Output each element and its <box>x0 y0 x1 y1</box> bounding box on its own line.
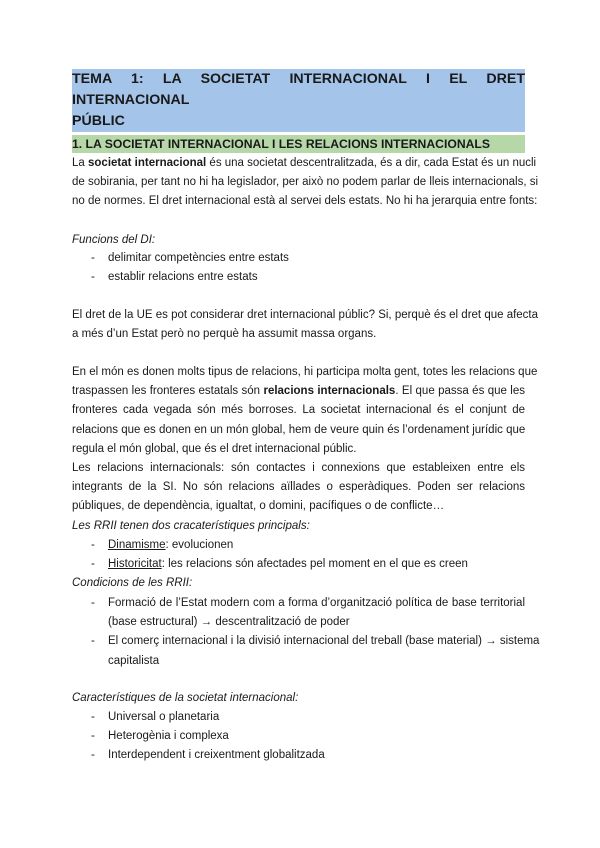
intro-line-1 <box>72 154 537 173</box>
rrii-characteristics-list <box>72 536 525 574</box>
funcions-list <box>72 249 525 287</box>
list-item <box>72 536 525 555</box>
si-characteristics-label: Característiques de la societat internacional: <box>72 692 299 704</box>
relacions-line-1: En el món es donen molts tipus de relacions, hi participa molta gent, totes les relacions que <box>72 366 538 378</box>
relacions-paragraph <box>72 363 538 517</box>
ue-line-2: a més d’un Estat però no perquè ha assumit massa organs. <box>72 328 377 341</box>
intro-pre: La <box>72 157 88 169</box>
list-item: - establir relacions entre estats <box>72 268 525 287</box>
condicions-list <box>72 594 540 671</box>
funcions-label: Funcions del DI: <box>72 234 156 246</box>
condicio-1-line-2: (base estructural) → descentralització de poder <box>108 616 350 629</box>
intro-paragraph <box>72 154 539 212</box>
list-item <box>72 555 525 574</box>
intro-line-3: no de normes. El dret internacional està al servei dels estats. No hi ha jerarquia entre fonts: <box>72 195 538 208</box>
list-item <box>72 632 540 670</box>
condicio-1-line-1: - Formació de l’Estat modern com a forma d’organització política de base territorial <box>108 597 525 609</box>
relacions-line-8: públiques, de dependència, igualtat, o domini, pacífiques o de conflicte… <box>72 500 445 513</box>
section-heading: 1. LA SOCIETAT INTERNACIONAL I LES RELACIONS INTERNACIONALS <box>72 135 525 153</box>
condicio-2-line-2: capitalista <box>108 654 160 667</box>
intro-line-1-rest: és una societat descentralitzada, és a dir, cada Estat és un nucli <box>206 157 537 169</box>
rrii-characteristics-label: Les RRII tenen dos cracaterístiques principals: <box>72 520 310 532</box>
term-dinamisme: Dinamisme <box>108 539 166 551</box>
intro-line-2: de sobirania, per tant no hi ha legislador, per això no podem parlar de lleis internacionals, si <box>72 176 539 189</box>
list-item: - Universal o planetaria <box>72 708 525 727</box>
list-item <box>72 594 525 632</box>
term-rest: : les relacions són afectades pel moment en el que es creen <box>161 558 468 571</box>
condicio-2-line-1: - El comerç internacional i la divisió internacional del treball (base material) → sistema <box>108 635 540 648</box>
list-item: - Interdependent i creixentment globalitzada <box>72 746 525 765</box>
relacions-line-2-post: . El que passa és que les <box>395 385 525 398</box>
term-historicitat: Historicitat <box>108 558 162 571</box>
relacions-line-2-pre: traspassen les fronteres estatals són <box>72 385 264 398</box>
title-line-2: PÚBLIC <box>72 111 525 132</box>
condicions-label: Condicions de les RRII: <box>72 577 193 589</box>
intro-bold-term: societat internacional <box>88 157 207 169</box>
relacions-line-4: relacions que es donen en un món global, hem de veure quin és l’ordenament jurídic que <box>72 423 526 436</box>
list-item: - delimitar competències entre estats <box>72 249 525 268</box>
ue-line-1: El dret de la UE es pot considerar dret internacional públic? Si, perquè és el dret que afecta <box>72 309 539 321</box>
si-characteristics-list <box>72 708 525 766</box>
relacions-line-2 <box>72 382 525 401</box>
list-item: - Heterogènia i complexa <box>72 727 525 746</box>
term-rest: : evolucionen <box>165 539 234 551</box>
relacions-line-5: regula el món global, que és el dret internacional públic. <box>72 442 357 455</box>
ue-paragraph <box>72 306 539 344</box>
relacions-line-3: fronteres cada vegada són més borroses. La societat internacional és el conjunt de <box>72 404 525 417</box>
relacions-bold-term: relacions internacionals <box>263 385 396 398</box>
relacions-line-7: integrants de la SI. No són relacions aïllades o esperàdiques. Poden ser relacions <box>72 481 525 494</box>
title-line-1: TEMA 1: LA SOCIETAT INTERNACIONAL I EL DRET INTERNACIONAL <box>72 69 525 111</box>
relacions-line-6: Les relacions internacionals: són contactes i connexions que estableixen entre els <box>72 462 525 475</box>
document-title <box>72 69 525 132</box>
